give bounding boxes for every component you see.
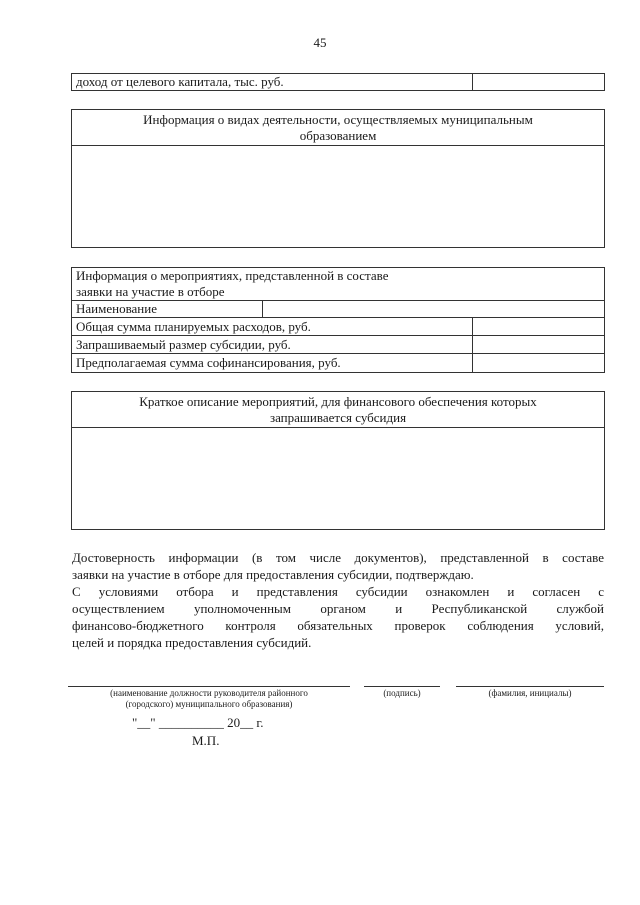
events-row-cofinancing-divider xyxy=(472,353,473,372)
activities-title xyxy=(72,112,604,144)
events-row-subsidy-label: Запрашиваемый размер субсидии, руб. xyxy=(76,337,291,352)
events-divider-3 xyxy=(72,353,604,354)
name-caption: (фамилия, инициалы) xyxy=(488,688,572,698)
events-table xyxy=(71,267,605,373)
events-row-cofinancing-label: Предполагаемая сумма софинансирования, руб. xyxy=(76,355,341,370)
position-caption-line2: (городского) муниципального образования) xyxy=(125,699,293,709)
description-box xyxy=(71,391,605,530)
description-divider xyxy=(72,427,604,428)
position-signature-line[interactable] xyxy=(68,686,350,687)
page-number: 45 xyxy=(313,35,327,50)
date-field[interactable]: "__" __________ 20__ г. xyxy=(132,715,264,730)
events-divider-2 xyxy=(72,335,604,336)
description-content[interactable] xyxy=(76,432,600,524)
confirmation-text xyxy=(72,549,604,651)
events-row-name-divider xyxy=(262,300,263,317)
signature-line[interactable] xyxy=(364,686,440,687)
confirmation-line4: осуществлением уполномоченным органом и Республиканской службой xyxy=(72,601,604,616)
activities-content[interactable] xyxy=(76,150,600,242)
activities-divider xyxy=(72,145,604,146)
events-row-subsidy-divider xyxy=(472,335,473,353)
income-row-label: доход от целевого капитала, тыс. руб. xyxy=(76,74,284,89)
description-title-line1: Краткое описание мероприятий, для финансового обеспечения которых xyxy=(139,394,537,409)
description-title-line2: запрашивается субсидия xyxy=(269,410,407,425)
name-signature-line[interactable] xyxy=(456,686,604,687)
events-row-total-divider xyxy=(472,317,473,335)
activities-title-line2: образованием xyxy=(299,128,377,143)
description-title xyxy=(72,394,604,426)
events-header-line1: Информация о мероприятиях, представленной в составе xyxy=(76,268,389,283)
events-divider-1 xyxy=(72,317,604,318)
confirmation-line5: финансово-бюджетного контроля обязательных проверок соблюдения условий, xyxy=(72,618,604,633)
confirmation-line1: Достоверность информации (в том числе документов), представленной в составе xyxy=(72,550,604,565)
activities-box xyxy=(71,109,605,248)
confirmation-line3: С условиями отбора и представления субсидии ознакомлен и согласен с xyxy=(72,584,604,599)
confirmation-line6: целей и порядка предоставления субсидий. xyxy=(72,635,312,650)
position-caption xyxy=(68,688,350,710)
income-row xyxy=(71,73,605,91)
events-row-total-label: Общая сумма планируемых расходов, руб. xyxy=(76,319,311,334)
events-row-name-label: Наименование xyxy=(76,301,157,316)
activities-title-line1: Информация о видах деятельности, осуществляемых муниципальным xyxy=(143,112,533,127)
stamp-label: М.П. xyxy=(192,733,220,748)
income-row-divider xyxy=(472,74,473,91)
position-caption-line1: (наименование должности руководителя районного xyxy=(110,688,308,698)
confirmation-line2: заявки на участие в отборе для предоставления субсидии, подтверждаю. xyxy=(72,567,474,582)
events-header-line2: заявки на участие в отборе xyxy=(76,284,225,299)
signature-caption: (подпись) xyxy=(383,688,421,698)
